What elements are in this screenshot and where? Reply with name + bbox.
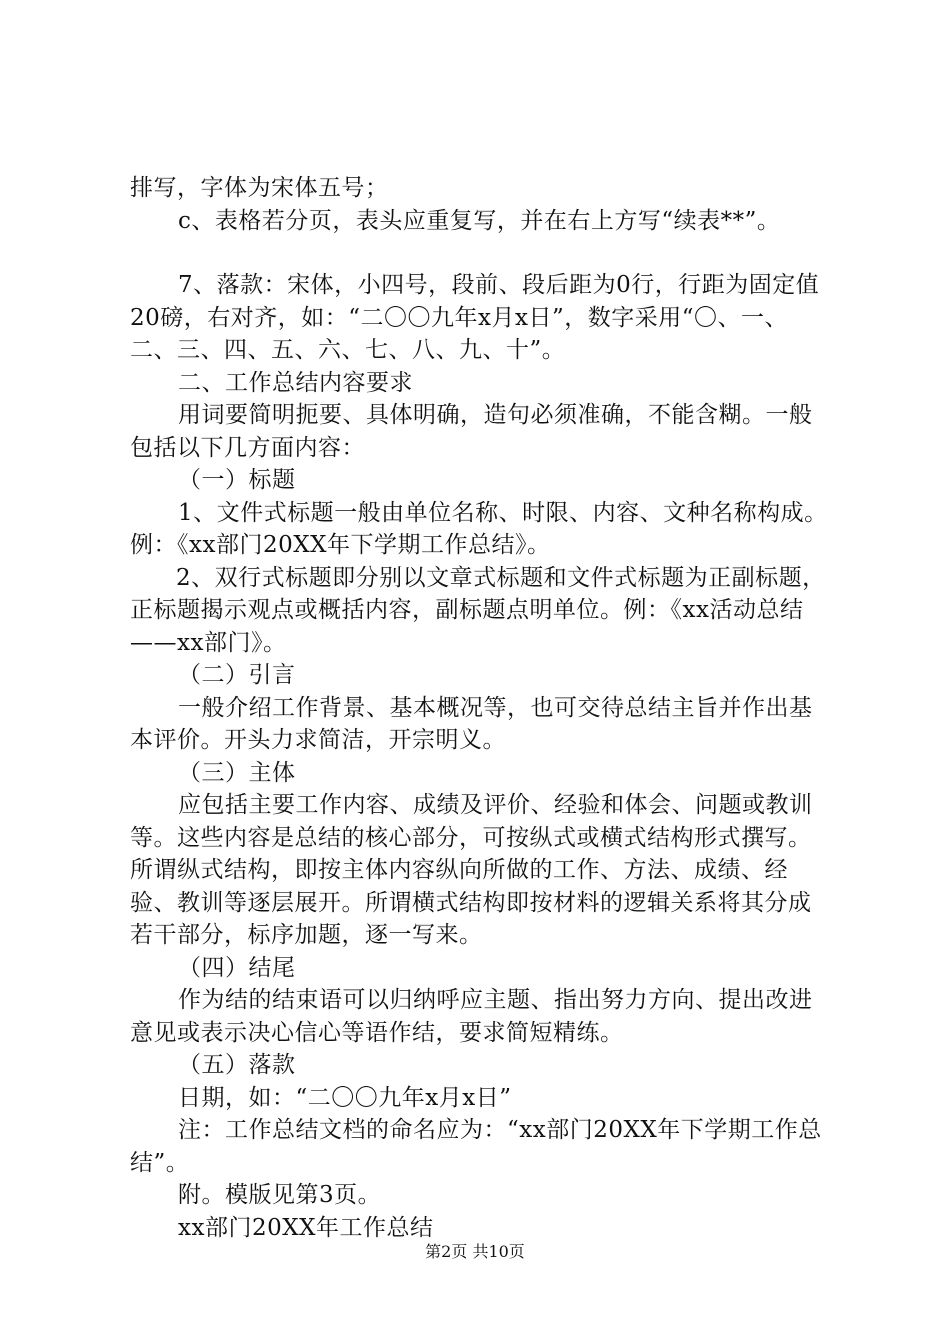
paragraph-summary-title: xx部门20XX年工作总结 [178,1214,434,1241]
paragraph-gap [130,237,830,269]
paragraph-table-note: c、表格若分页，表头应重复写，并在右上方写“续表**”。 [178,207,781,234]
paragraph-introduction: 一般介绍工作背景、基本概况等，也可交待总结主旨并作出基本评价。开头力求简洁，开宗明义。 [130,694,813,753]
subheading-introduction: （二）引言 [178,662,296,688]
paragraph-date: 日期，如：“二〇〇九年x月x日” [178,1084,512,1111]
document-body [130,172,830,1244]
subheading-signature: （五）落款 [178,1052,296,1078]
paragraph-main-body: 应包括主要工作内容、成绩及评价、经验和体会、问题或教训等。这些内容是总结的核心部分，可按纵式或横式结构形式撰写。所谓纵式结构，即按主体内容纵向所做的工作、方法、成绩、经验、教训等逐层展开。所谓横式结构即按材料的逻辑关系将其分成若干部分，标序加题，逐一写来。 [130,792,813,948]
subheading-title: （一）标题 [178,467,296,493]
paragraph-ending: 作为结的结束语可以归纳呼应主题、指出努力方向、提出改进意见或表示决心信心等语作结，要求简短精练。 [130,987,813,1046]
subheading-ending: （四）结尾 [178,954,296,981]
paragraph-signature-format: 7、落款：宋体，小四号，段前、段后距为0行，行距为固定值20磅，右对齐，如：“二〇〇九年x月x日”，数字采用“〇、一、二、三、四、五、六、七、八、九、十”。 [130,272,820,363]
page-number-footer: 第2页 共10页 [425,1242,525,1261]
paragraph-naming-note: 注：工作总结文档的命名应为：“xx部门20XX年下学期工作总结”。 [130,1117,822,1176]
paragraph-double-title: 2、双行式标题即分别以文章式标题和文件式标题为正副标题，正标题揭示观点或概括内容，副标题点明单位。例：《xx活动总结——xx部门》。 [130,564,826,656]
paragraph-template-reference: 附。模版见第3页。 [178,1182,382,1208]
paragraph-file-title: 1、文件式标题一般由单位名称、时限、内容、文种名称构成。例：《xx部门20XX年下学期工作总结》。 [130,499,828,558]
paragraph-continuation: 排写，字体为宋体五号； [130,175,389,201]
section-heading-requirements: 二、工作总结内容要求 [178,369,413,396]
subheading-main-body: （三）主体 [178,759,296,786]
paragraph-wording: 用词要简明扼要、具体明确，造句必须准确，不能含糊。一般包括以下几方面内容： [130,402,813,461]
